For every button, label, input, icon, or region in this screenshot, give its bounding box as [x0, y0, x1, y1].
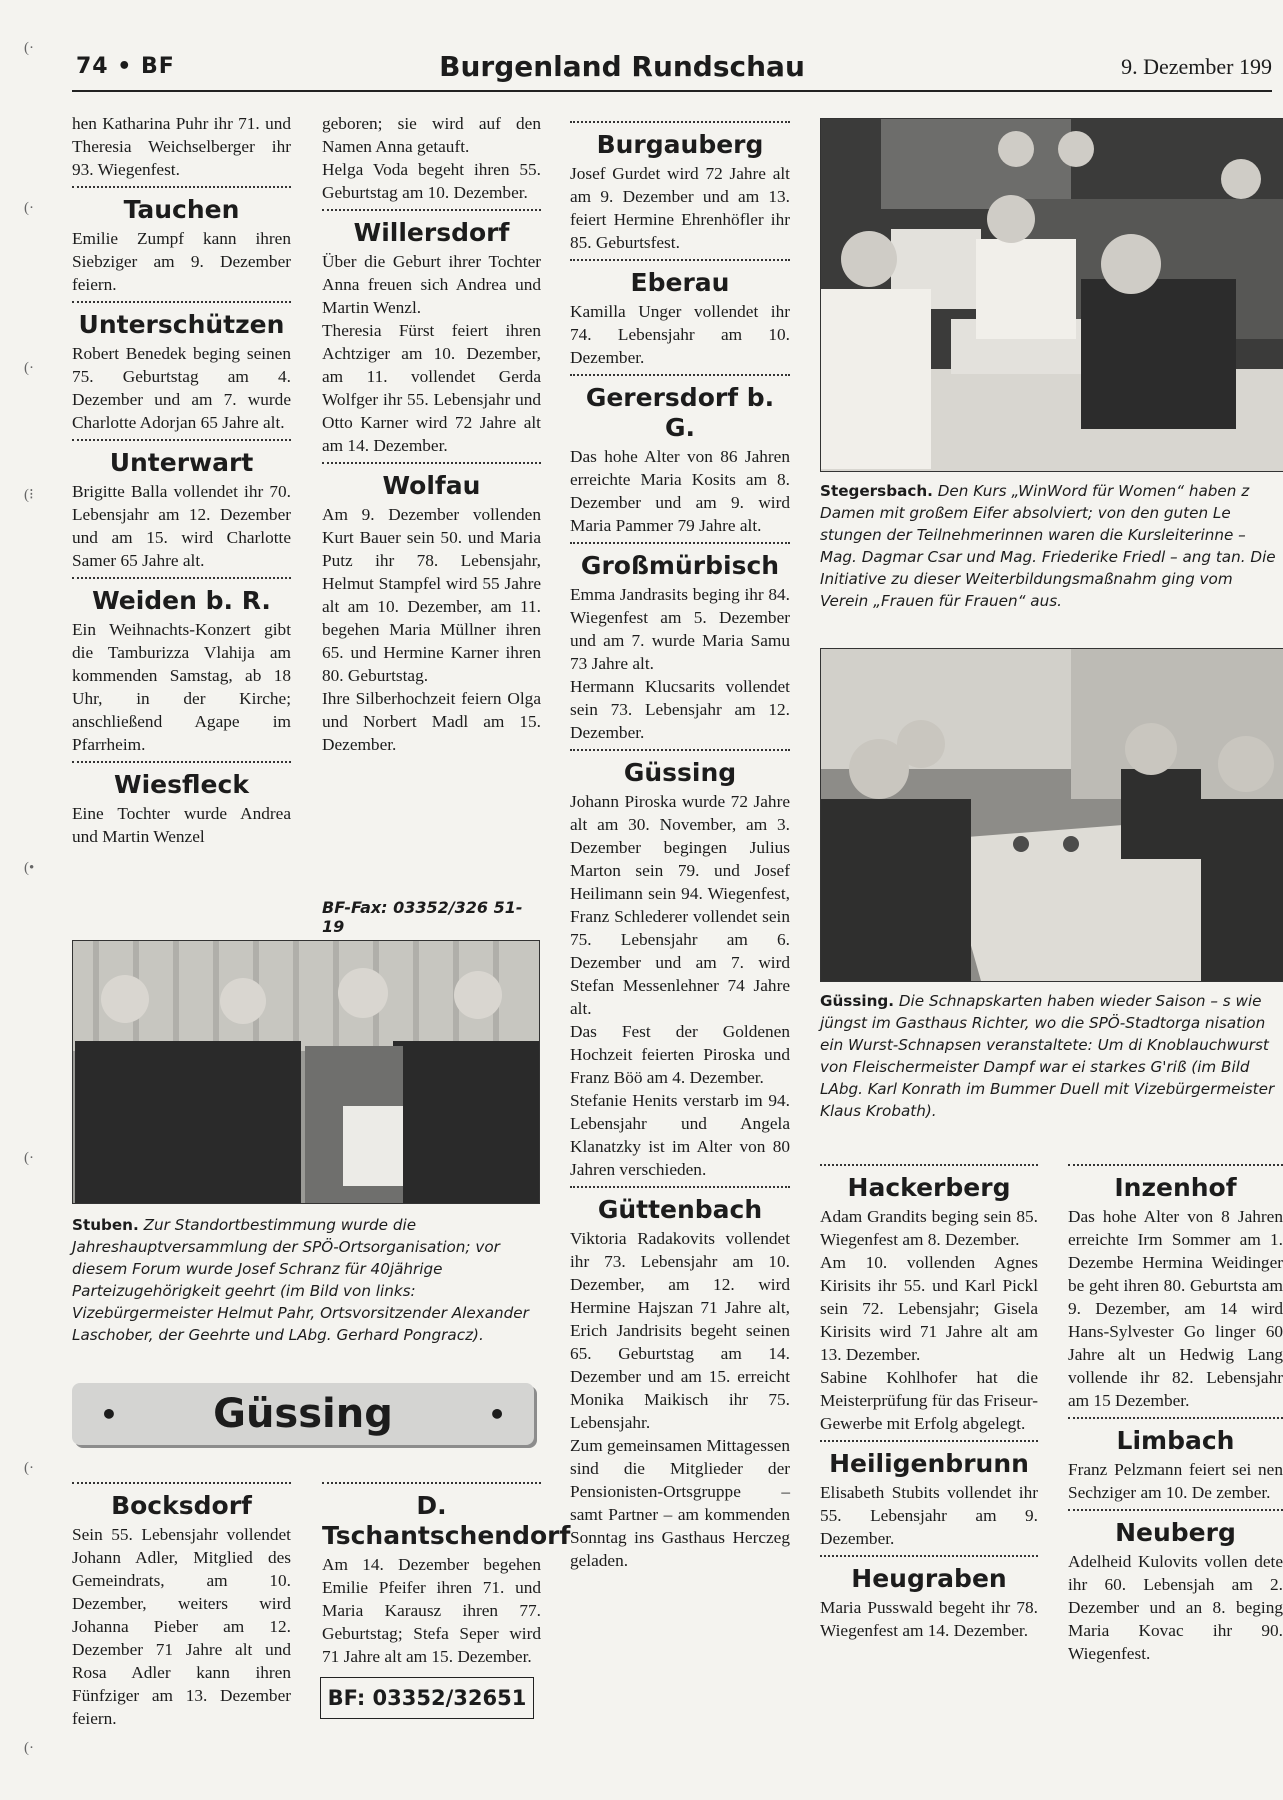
news-section [72, 186, 291, 296]
photo-stegersbach [820, 118, 1283, 472]
column-3 [570, 117, 790, 1572]
section-heading: Burgauberg [596, 130, 764, 159]
dotted-divider [570, 121, 790, 123]
punch-hole-marks: (· (· (· (⁝ (• (· (· (· [24, 40, 35, 1756]
news-section [570, 1186, 790, 1572]
column-1 [72, 112, 291, 848]
section-heading: D. Tschantschendorf [322, 1491, 571, 1550]
section-heading: Heiligenbrunn [829, 1449, 1029, 1478]
news-section [820, 1164, 1038, 1435]
dotted-divider [820, 1440, 1038, 1442]
dotted-divider [72, 439, 291, 441]
dotted-divider [322, 1482, 541, 1484]
dotted-divider [820, 1164, 1038, 1166]
news-section [322, 112, 541, 204]
photo-stuben [72, 940, 540, 1204]
news-section [72, 577, 291, 756]
section-heading: Tauchen [123, 195, 240, 224]
photo-stuben-image [73, 941, 539, 1203]
section-paragraph: Das Fest der Goldenen Hochzeit feierten Piroska und Franz Böö am 4. Dezember. [570, 1022, 790, 1087]
dotted-divider [72, 577, 291, 579]
dotted-divider [72, 1482, 291, 1484]
caption-stegersbach-place: Stegersbach. [820, 482, 933, 500]
section-paragraph: Das hohe Alter von 86 Jahren erreichte Maria Kosits am 8. Dezember und am 9. wird Maria Pammer 79 Jahre alt. [570, 447, 790, 535]
news-section [1068, 1509, 1283, 1665]
news-section [72, 1482, 291, 1730]
section-paragraph: geboren; sie wird auf den Namen Anna getauft. [322, 114, 541, 156]
caption-stuben-text: Zur Standortbestimmung wurde die Jahreshauptversammlung der SPÖ-Ortsorganisation; vor diesem Forum wurde Josef Schranz für 40jährige Parteizugehörigkeit geehrt (im Bild von links: Vizebürgermeister Helmut Pahr, Ortsvorsitzender Alexander Laschober, der Geehrte und LAbg. Gerhard Pongracz). [72, 1216, 529, 1344]
news-section [72, 439, 291, 572]
caption-guessing-place: Güssing. [820, 992, 895, 1010]
news-section [1068, 1164, 1283, 1412]
dotted-divider [72, 186, 291, 188]
section-paragraph: Viktoria Radakovits vollendet ihr 73. Lebensjahr am 10. Dezember, am 12. wird Hermine Hajszan 71 Jahre alt, Erich Jandrisits begeht seinen 65. Geburtstag am 14. Dezember und am 15. erreicht Monika Maikisch ihr 75. Lebensjahr. [570, 1229, 790, 1432]
section-paragraph: Johann Piroska wurde 72 Jahre alt am 30. November, am 3. Dezember begingen Julius Marton sein 79. und Josef Heilimann sein 94. Wiegenfest, Franz Schlederer vollendet sein 75. Lebensjahr am 6. Dezember und am 7. wird Stefan Messenlehner 74 Jahre alt. [570, 792, 790, 1018]
dotted-divider [570, 542, 790, 544]
dotted-divider [72, 761, 291, 763]
news-section [570, 374, 790, 537]
section-heading: Güssing [623, 758, 737, 787]
section-heading: Heugraben [851, 1564, 1007, 1593]
dotted-divider [322, 462, 541, 464]
column-2-lower [322, 1478, 571, 1668]
section-paragraph: Emma Jandrasits beging ihr 84. Wiegenfest am 5. Dezember und am 7. wurde Maria Samu 73 Jahre alt. [570, 585, 790, 673]
column-5 [1068, 1160, 1283, 1665]
section-heading: Güttenbach [597, 1195, 763, 1224]
dotted-divider [570, 1186, 790, 1188]
section-paragraph: Josef Gurdet wird 72 Jahre alt am 9. Dezember und am 13. feiert Hermine Ehrenhöfler ihr 85. Geburtsfest. [570, 164, 790, 252]
section-paragraph: Ihre Silberhochzeit feiern Olga und Norbert Madl am 15. Dezember. [322, 689, 541, 754]
section-paragraph: Eine Tochter wurde Andrea und Martin Wenzel [72, 804, 291, 846]
dotted-divider [570, 259, 790, 261]
dotted-divider [1068, 1509, 1283, 1511]
section-heading: Inzenhof [1114, 1173, 1237, 1202]
caption-guessing [820, 990, 1283, 1122]
section-paragraph: Zum gemeinsamen Mittagessen sind die Mitglieder der Pensionisten-Ortsgruppe – samt Partner – am kommenden Sonntag ins Gasthaus Herczeg geladen. [570, 1436, 790, 1570]
news-section [570, 259, 790, 369]
news-section [72, 301, 291, 434]
section-paragraph: Helga Voda begeht ihren 55. Geburtstag am 10. Dezember. [322, 160, 541, 202]
section-paragraph: Brigitte Balla vollendet ihr 70. Lebensjahr am 12. Dezember und am 15. wird Charlotte Samer 65 Jahre alt. [72, 482, 291, 570]
news-section [570, 121, 790, 254]
dotted-divider [570, 374, 790, 376]
caption-stegersbach [820, 480, 1283, 612]
news-section [322, 1482, 571, 1668]
section-paragraph: Franz Pelzmann feiert sei nen Sechziger am 10. De zember. [1068, 1460, 1283, 1502]
section-paragraph: Hermann Klucsarits vollendet sein 73. Lebensjahr am 12. Dezember. [570, 677, 790, 742]
page-number: 74 • BF [76, 54, 175, 79]
column-4 [820, 1160, 1038, 1642]
section-banner-guessing [72, 1383, 534, 1445]
section-paragraph: Am 10. vollenden Agnes Kirisits ihr 55. und Karl Pickl sein 72. Lebensjahr; Gisela Kirisits wird 71 Jahre alt am 13. Dezember. [820, 1253, 1038, 1364]
section-heading: Unterschützen [78, 310, 285, 339]
section-paragraph: Über die Geburt ihrer Tochter Anna freuen sich Andrea und Martin Wenzl. [322, 252, 541, 317]
news-section [322, 462, 541, 756]
section-paragraph: Elisabeth Stubits vollendet ihr 55. Lebensjahr am 9. Dezember. [820, 1483, 1038, 1548]
section-paragraph: Emilie Zumpf kann ihren Siebziger am 9. Dezember feiern. [72, 229, 291, 294]
section-paragraph: Kamilla Unger vollendet ihr 74. Lebensjahr am 10. Dezember. [570, 302, 790, 367]
section-paragraph: Adam Grandits beging sein 85. Wiegenfest am 8. Dezember. [820, 1207, 1038, 1249]
news-section [570, 749, 790, 1181]
section-heading: Weiden b. R. [92, 586, 271, 615]
photo-guessing [820, 648, 1283, 982]
banner-title: Güssing [213, 1391, 393, 1437]
dotted-divider [322, 209, 541, 211]
section-heading: Bocksdorf [111, 1491, 252, 1520]
section-paragraph: hen Katharina Puhr ihr 71. und Theresia Weichselberger ihr 93. Wiegenfest. [72, 114, 291, 179]
section-paragraph: Sabine Kohlhofer hat die Meisterprüfung für das Friseur-Gewerbe mit Erfolg abgelegt. [820, 1368, 1039, 1433]
section-paragraph: Robert Benedek beging seinen 75. Geburtstag am 4. Dezember und am 7. wurde Charlotte Adorjan 65 Jahre alt. [72, 344, 291, 432]
section-heading: Limbach [1116, 1426, 1235, 1455]
section-paragraph: Theresia Fürst feiert ihren Achtziger am 10. Dezember, am 11. vollendet Gerda Wolfger ihr 55. Lebensjahr und Otto Karner wird 72 Jahre alt am 14. Dezember. [322, 321, 541, 455]
news-section [820, 1555, 1038, 1642]
section-heading: Hackerberg [847, 1173, 1011, 1202]
caption-stegersbach-text: Den Kurs „WinWord für Women“ haben z Damen mit großem Eifer absolviert; von den guten Le stungen der Teilnehmerinnen waren die Kursleiterinne – Mag. Dagmar Csar und Mag. Friederike Friedl – ang tan. Die Initiative zu dieser Weiterbildungsmaßnahm ging vom Verein „Frauen für Frauen“ aus. [820, 482, 1276, 610]
news-section [72, 112, 291, 181]
section-heading: Neuberg [1115, 1518, 1236, 1547]
section-paragraph: Das hohe Alter von 8 Jahren erreichte Irm Sommer am 1. Dezembe Hermina Weidinger be geht ihren 80. Geburtsta am 9. Dezember, am 14 wird Hans-Sylvester Go linger 60 Jahre alt un Hedwig Lang vollende ihr 82. Lebensjahr am 15 Dezember. [1068, 1207, 1283, 1410]
section-heading: Unterwart [109, 448, 254, 477]
caption-guessing-text: Die Schnapskarten haben wieder Saison – s wie jüngst im Gasthaus Richter, wo die SPÖ-Stadtorga nisation ein Wurst-Schnapsen veranstaltete: Um di Knoblauchwurst von Fleischermeister Dampf war ei starkes G'riß (im Bild LAbg. Karl Konrath im Bummer Duell mit Vizebürgermeister Klaus Krobath). [820, 992, 1275, 1120]
dotted-divider [1068, 1164, 1283, 1166]
dotted-divider [72, 301, 291, 303]
section-heading: Willersdorf [353, 218, 510, 247]
dotted-divider [820, 1555, 1038, 1557]
dotted-divider [1068, 1417, 1283, 1419]
column-1-lower [72, 1478, 291, 1730]
section-heading: Gerersdorf b. G. [585, 383, 775, 442]
section-heading: Großmürbisch [580, 551, 780, 580]
section-paragraph: Am 14. Dezember begehen Emilie Pfeifer ihren 71. und Maria Karausz ihren 77. Geburtstag; Stefa Seper wird 71 Jahre alt am 15. Dezember. [322, 1555, 541, 1666]
section-paragraph: Ein Weihnachts-Konzert gibt die Tamburizza Vlahija am kommenden Samstag, ab 18 Uhr, in der Kirche; anschließend Agape im Pfarrheim. [72, 620, 291, 754]
section-paragraph: Adelheid Kulovits vollen dete ihr 60. Lebensjah am 2. Dezember und an 8. beging Maria Kovac ihr 90. Wiegenfest. [1068, 1552, 1283, 1663]
section-paragraph: Am 9. Dezember vollenden Kurt Bauer sein 50. und Maria Putz ihr 78. Lebensjahr, Helmut Stampfel wird 55 Jahre alt am 10. Dezember, am 11. begehen Maria Müllner ihren 65. und Hermine Karner ihren 80. Geburtstag. [322, 505, 541, 685]
dotted-divider [570, 749, 790, 751]
section-heading: Eberau [630, 268, 730, 297]
photo-stegersbach-image [821, 119, 1283, 471]
issue-date: 9. Dezember 199 [1121, 54, 1272, 79]
section-heading: Wolfau [382, 471, 481, 500]
news-section [820, 1440, 1038, 1550]
caption-stuben [72, 1214, 538, 1346]
page-header [72, 50, 1272, 92]
news-section [570, 542, 790, 744]
section-paragraph: Sein 55. Lebensjahr vollendet Johann Adler, Mitglied des Gemeindrats, am 10. Dezember, weiters wird Johanna Pieber am 12. Dezember 71 Jahre alt und Rosa Adler kann ihren Fünfziger am 13. Dezember feiern. [72, 1525, 291, 1728]
bf-phone-box: BF: 03352/32651 [320, 1677, 534, 1719]
news-section [1068, 1417, 1283, 1504]
news-section [322, 209, 541, 457]
caption-stuben-place: Stuben. [72, 1216, 139, 1234]
section-paragraph: Maria Pusswald begeht ihr 78. Wiegenfest am 14. Dezember. [820, 1598, 1038, 1640]
photo-guessing-image [821, 649, 1283, 981]
section-paragraph: Stefanie Henits verstarb im 94. Lebensjahr und Angela Klanatzky ist im Alter von 80 Jahren verschieden. [570, 1091, 790, 1179]
section-heading: Wiesfleck [114, 770, 249, 799]
banner-bullet-right: • [488, 1397, 506, 1431]
bf-fax-number: BF-Fax: 03352/326 51-19 [322, 898, 523, 936]
newspaper-title: Burgenland Rundschau [439, 50, 805, 83]
banner-bullet-left: • [100, 1397, 118, 1431]
news-section [72, 761, 291, 848]
column-2 [322, 112, 541, 756]
